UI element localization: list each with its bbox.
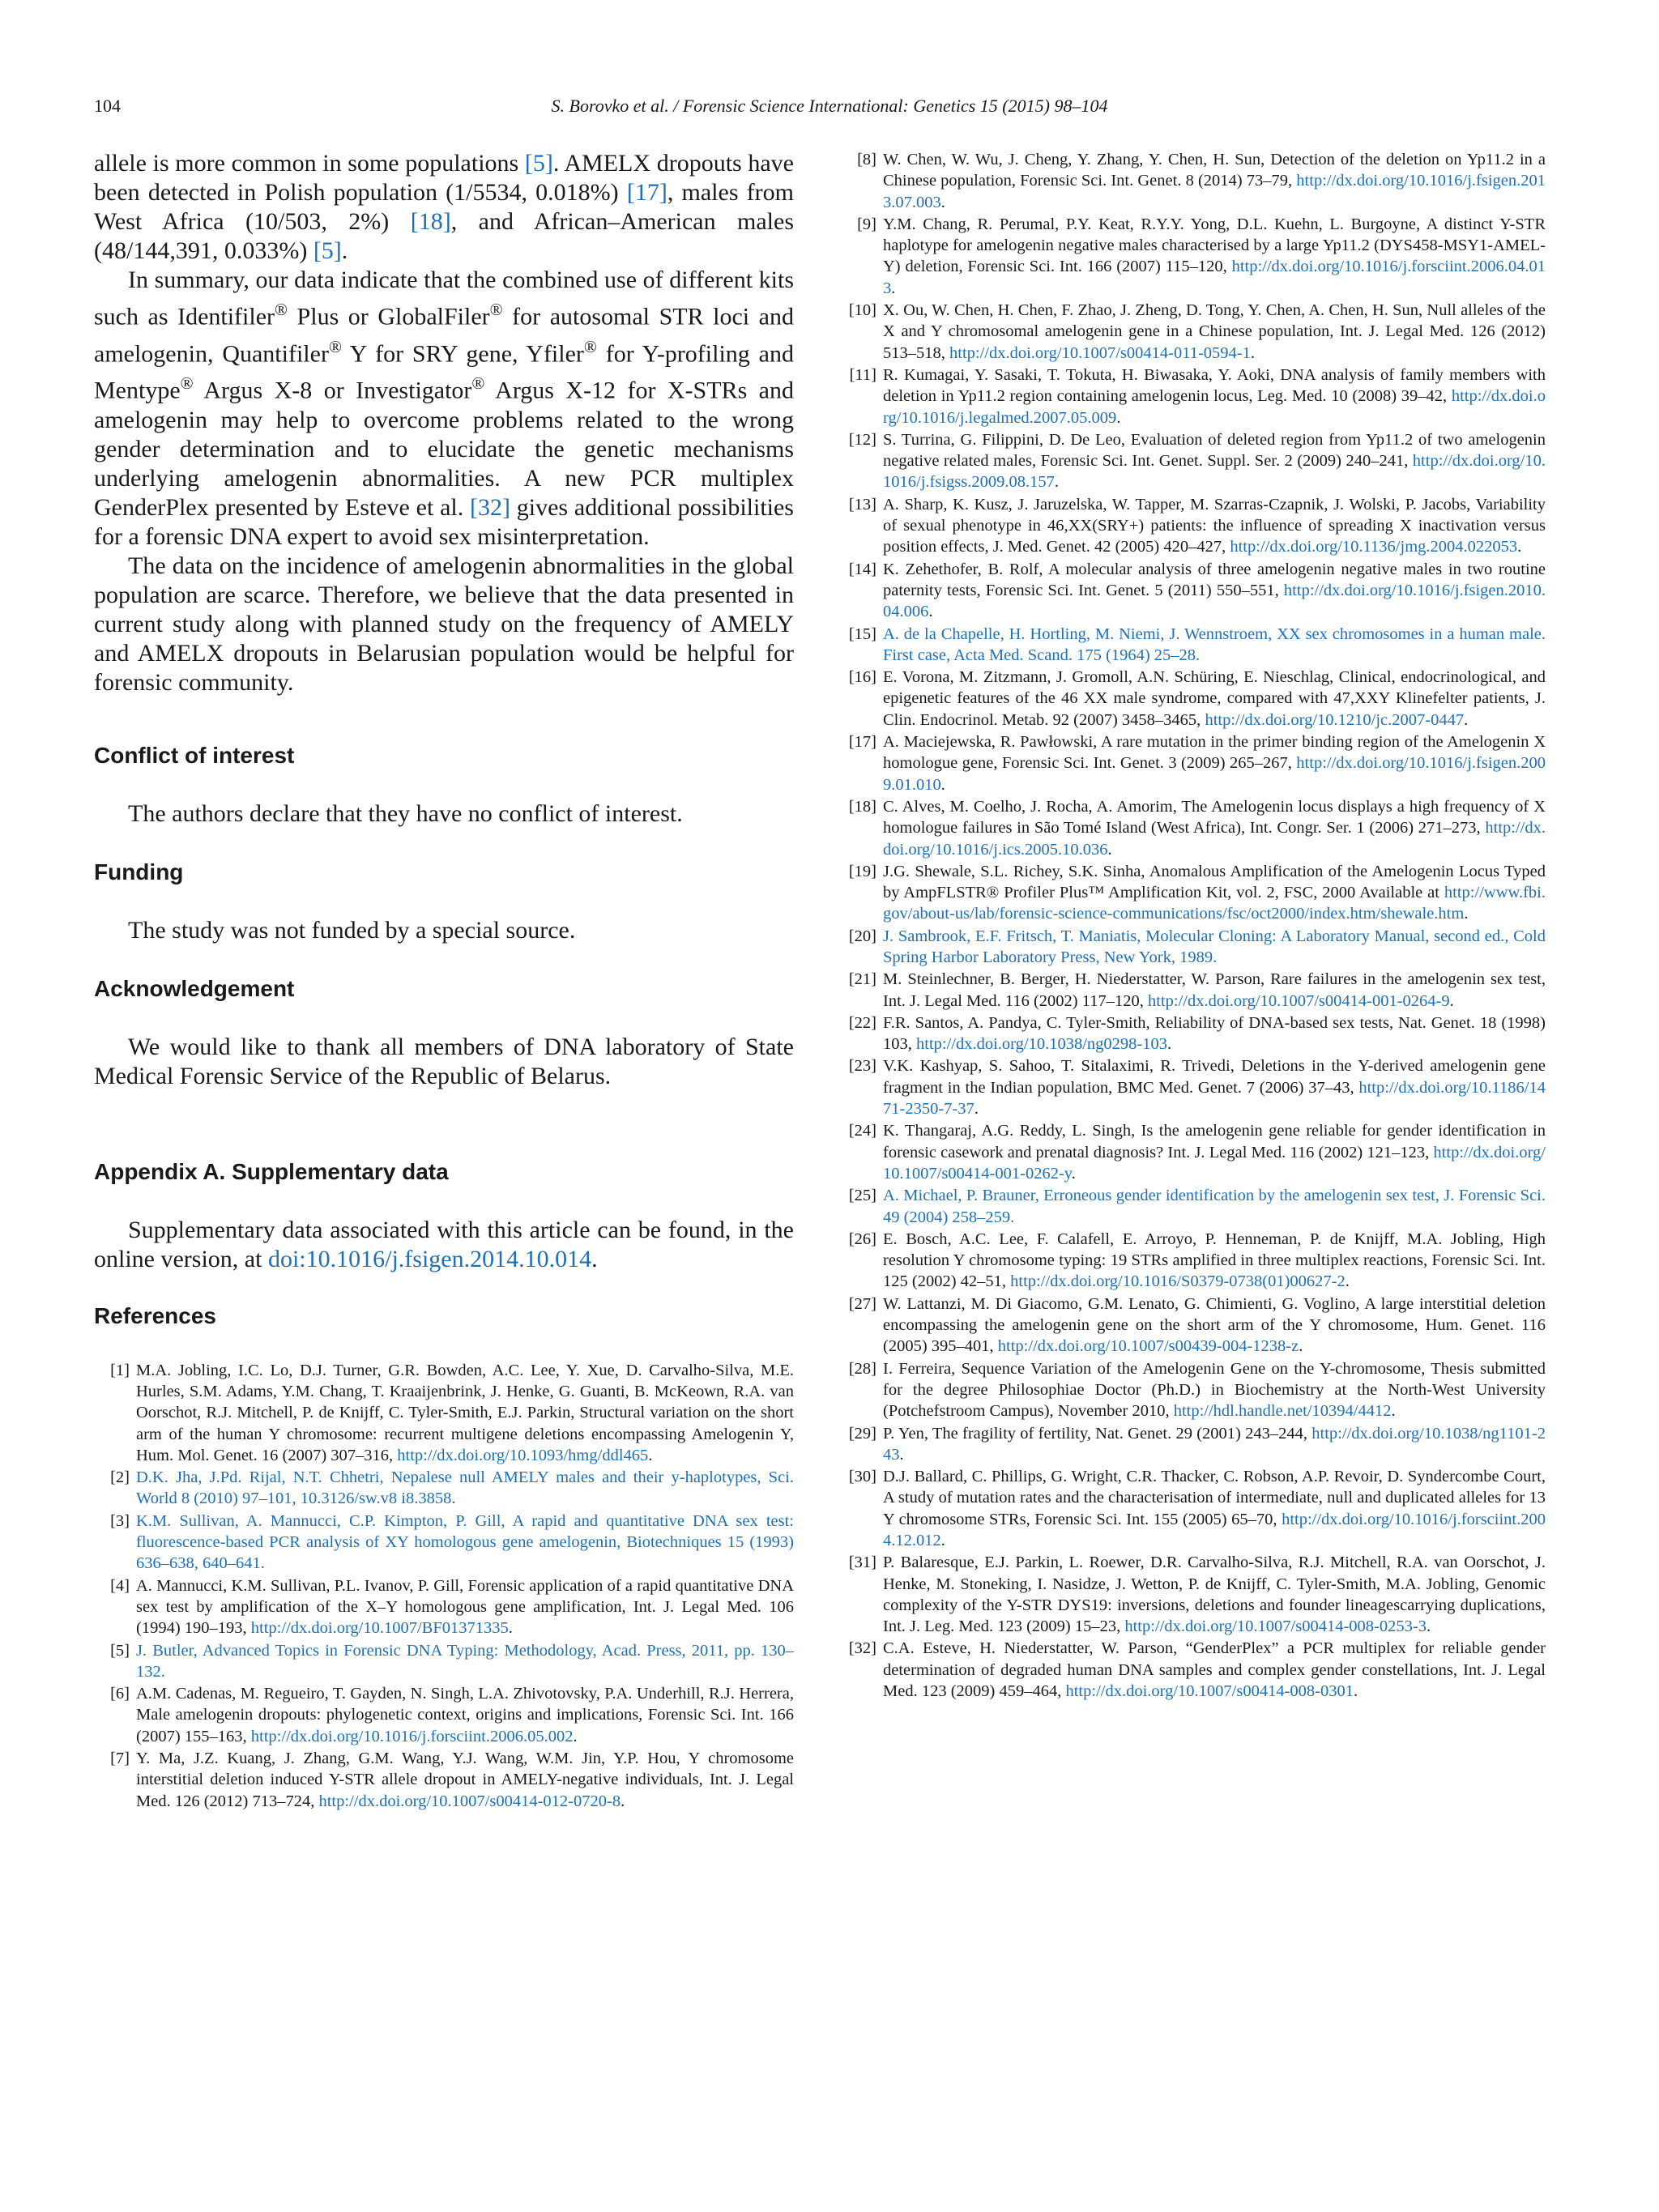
doi-link[interactable]: http://dx.doi.org/10.1007/s00414-001-0264-9 xyxy=(1148,991,1450,1010)
reference-text xyxy=(883,1552,1546,1637)
reference-number: [22] xyxy=(848,1013,876,1032)
reference-text xyxy=(136,1748,794,1812)
reference-citation: A. Mannucci, K.M. Sullivan, P.L. Ivanov, P. Gill, Forensic application of a rapid quantitative DNA sex test by amplification of the X–Y homologous gene amplification, Int. J. Legal Med. 106 (1994) 190–193, xyxy=(136,1576,794,1638)
reference-number: [23] xyxy=(848,1057,876,1076)
reference-text xyxy=(883,214,1546,299)
reference-item xyxy=(841,1120,1546,1184)
appendix-text: Supplementary data associated with this article can be found, in the online version, at doi:10.1016/j.fsigen.2014.10.014. xyxy=(94,1216,794,1272)
reference-citation: J.G. Shewale, S.L. Richey, S.K. Sinha, Anomalous Amplification of the Amelogenin Locus Typed by AmpFLSTR® Profiler Plus™ Amplification Kit, vol. 2, FSC, 2000 Available at xyxy=(883,862,1546,902)
reference-text xyxy=(883,300,1546,364)
reference-end: . xyxy=(940,193,945,211)
journal-citation: S. Borovko et al. / Forensic Science International: Genetics 15 (2015) 98–104 xyxy=(551,96,1108,116)
reference-number: [29] xyxy=(848,1424,876,1443)
reference-end: . xyxy=(1517,538,1522,556)
reference-citation: C. Alves, M. Coelho, J. Rocha, A. Amorim, The Amelogenin locus displays a high frequency of X homologue failures in São Tomé Island (West Africa), Int. Congr. Ser. 1 (2006) 271–273, xyxy=(883,797,1546,837)
citation-link[interactable]: [18] xyxy=(410,208,451,235)
reference-citation: X. Ou, W. Chen, H. Chen, F. Zhao, J. Zheng, D. Tong, Y. Chen, A. Chen, H. Sun, Null alleles of the X and Y chromosomal amelogenin gene in a Chinese population, Int. J. Legal Med. 126 (2012) 513–518, xyxy=(883,301,1546,362)
registered-mark: ® xyxy=(180,373,194,394)
reference-text xyxy=(883,494,1546,558)
reference-text xyxy=(883,1466,1546,1551)
citation-link[interactable]: [5] xyxy=(524,150,553,177)
reference-end: . xyxy=(891,279,896,297)
citation-link[interactable]: [5] xyxy=(313,237,342,264)
reference-end: . xyxy=(1464,905,1469,923)
reference-text[interactable] xyxy=(136,1467,794,1510)
acknowledgement-heading: Acknowledgement xyxy=(94,975,295,1001)
doi-link[interactable]: http://dx.doi.org/10.1093/hmg/ddl465 xyxy=(397,1446,649,1464)
reference-citation: K. Zehethofer, B. Rolf, A molecular analysis of three amelogenin negative males in two routine paternity tests, Forensic Sci. Int. Genet. 5 (2011) 550–551, xyxy=(883,560,1546,599)
reference-citation: C.A. Esteve, H. Niederstatter, W. Parson, “GenderPlex” a PCR multiplex for reliable gender determination of degraded human DNA samples and complex gender constellations, Int. J. Legal Med. 123 (2009) 459–464, xyxy=(883,1639,1546,1701)
reference-item xyxy=(841,300,1546,364)
doi-link[interactable]: http://dx.doi.org/10.1016/j.fsigss.2009.08.157 xyxy=(883,452,1546,492)
reference-text[interactable] xyxy=(136,1640,794,1683)
registered-mark: ® xyxy=(471,373,485,394)
reference-end: . xyxy=(1391,1402,1396,1421)
reference-number: [11] xyxy=(849,365,876,384)
reference-text xyxy=(883,149,1546,213)
reference-citation: M. Steinlechner, B. Berger, H. Niederstatter, W. Parson, Rare failures in the amelogenin sex test, Int. J. Legal Med. 116 (2002) 117–120, xyxy=(883,970,1546,1010)
paragraph-allele: allele is more common in some populations [5]. AMELX dropouts have been detected in Polish population (1/5534, 0.018%) [17], males from West Africa (10/503, 2%) [18], and African–American males (48/144,391, 0.033%) [5]. xyxy=(94,150,795,264)
references-heading: References xyxy=(94,1302,216,1328)
reference-citation: M.A. Jobling, I.C. Lo, D.J. Turner, G.R. Bowden, A.C. Lee, Y. Xue, D. Carvalho-Silva, M.E. Hurles, S.M. Adams, Y.M. Chang, T. Kraaijenbrink, J. Henke, G. Guanti, B. McKeown, R.A. van Oorschot, R.J. Mitchell, P. de Knijff, C. Tyler-Smith, E.J. Parkin, Structural variation on the short arm of the human Y chromosome: recurrent multigene deletions encompassing Amelogenin Y, Hum. Mol. Genet. 16 (2007) 307–316, xyxy=(136,1361,794,1464)
doi-link[interactable]: http://dx.doi.org/10.1016/S0379-0738(01)00627-2 xyxy=(1010,1272,1346,1291)
reference-item xyxy=(94,1511,794,1575)
doi-link[interactable]: http://dx.doi.org/10.1016/j.forsciint.2006.05.002 xyxy=(250,1727,574,1745)
reference-number: [16] xyxy=(848,668,876,687)
reference-text xyxy=(136,1683,794,1747)
reference-item xyxy=(94,1748,794,1812)
reference-number: [18] xyxy=(848,797,876,816)
reference-number: [7] xyxy=(110,1749,130,1767)
registered-mark: ® xyxy=(275,300,288,319)
doi-link[interactable]: http://dx.doi.org/10.1016/j.ics.2005.10.036 xyxy=(883,819,1546,859)
reference-item xyxy=(841,494,1546,558)
reference-number: [6] xyxy=(110,1685,130,1703)
reference-number: [12] xyxy=(848,430,876,449)
reference-number: [26] xyxy=(848,1230,876,1248)
reference-item xyxy=(841,1012,1546,1055)
reference-item xyxy=(841,1638,1546,1702)
reference-end: . xyxy=(1426,1617,1431,1636)
reference-number: [9] xyxy=(857,215,876,233)
reference-number: [25] xyxy=(848,1187,876,1205)
doi-link[interactable]: http://dx.doi.org/10.1038/ng1101-243 xyxy=(883,1424,1546,1464)
reference-item xyxy=(94,1467,794,1510)
references-list-left xyxy=(94,1360,794,1812)
reference-end: . xyxy=(940,775,945,794)
reference-citation: A. Maciejewska, R. Pawłowski, A rare mutation in the primer binding region of the Amelogenin X homologue gene, Forensic Sci. Int. Genet. 3 (2009) 265–267, xyxy=(883,733,1546,773)
reference-number: [5] xyxy=(110,1641,130,1660)
doi-link[interactable]: http://dx.doi.org/10.1007/s00414-008-0301 xyxy=(1065,1682,1354,1701)
reference-text[interactable] xyxy=(883,1185,1546,1228)
reference-citation: I. Ferreira, Sequence Variation of the Amelogenin Gene on the Y-chromosome, Thesis submitted for the degree Philosophiae Doctor (Ph.D.) in Biochemistry at the North-West University (Potchefstroom Campus), November 2010, xyxy=(883,1359,1546,1421)
funding-text: The study was not funded by a special source. xyxy=(128,916,576,944)
reference-citation: A. Sharp, K. Kusz, J. Jaruzelska, W. Tapper, M. Szarras-Czapnik, J. Wolski, P. Jacobs, Variability of sexual phenotype in 46,XX(SRY+) patients: the influence of spreading X inactivation versus position effects, J. Med. Genet. 42 (2005) 420–427, xyxy=(883,495,1546,556)
reference-item xyxy=(841,667,1546,731)
reference-number: [4] xyxy=(110,1576,130,1595)
reference-end: . xyxy=(1345,1272,1350,1291)
reference-citation: Y.M. Chang, R. Perumal, P.Y. Keat, R.Y.Y. Yong, D.L. Kuehn, L. Burgoyne, A distinct Y-STR haplotype for amelogenin negative males characterised by a large Yp11.2 (DYS458-MSY1-AMEL-Y) deletion, Forensic Sci. Int. 166 (2007) 115–120, xyxy=(883,215,1546,276)
reference-number: [3] xyxy=(110,1511,130,1530)
reference-end: . xyxy=(1054,473,1059,492)
reference-citation: Y. Ma, J.Z. Kuang, J. Zhang, G.M. Wang, Y.J. Wang, W.M. Jin, Y.P. Hou, Y chromosome interstitial deletion induced Y-STR allele dropout in AMELY-negative individuals, Int. J. Legal Med. 126 (2012) 713–724, xyxy=(136,1749,794,1810)
reference-text[interactable] xyxy=(136,1511,794,1575)
doi-link[interactable]: http://hdl.handle.net/10394/4412 xyxy=(1173,1402,1392,1421)
reference-item xyxy=(841,624,1546,667)
reference-end: . xyxy=(621,1792,625,1810)
reference-text xyxy=(136,1360,794,1466)
reference-citation: E. Vorona, M. Zitzmann, J. Gromoll, A.N. Schüring, E. Nieschlag, Clinical, endocrinological, and epigenetic features of the 46 XX male syndrome, compared with 47,XXY Klinefelter patients, J. Clin. Endocrinol. Metab. 92 (2007) 3458–3465, xyxy=(883,668,1546,729)
reference-number: [31] xyxy=(848,1554,876,1572)
reference-text xyxy=(883,1229,1546,1293)
reference-end: . xyxy=(1464,710,1469,729)
reference-citation: J. Butler, Advanced Topics in Forensic DNA Typing: Methodology, Acad. Press, 2011, pp. 130–132. xyxy=(136,1641,794,1681)
reference-text xyxy=(883,1423,1546,1466)
reference-item xyxy=(841,1358,1546,1422)
paragraph-incidence: The data on the incidence of amelogenin abnormalities in the global population are scarce. Therefore, we believe that the data presented in current study along with planned study on the frequency of AMELY and AMELX dropouts in Belarusian population would be helpful for forensic community. xyxy=(94,552,794,696)
reference-text xyxy=(136,1575,794,1639)
funding-heading: Funding xyxy=(94,859,184,884)
reference-text xyxy=(883,731,1546,795)
reference-text xyxy=(883,861,1546,925)
conflict-heading: Conflict of interest xyxy=(94,742,295,768)
reference-number: [21] xyxy=(848,970,876,989)
doi-link[interactable]: http://dx.doi.org/10.1007/s00414-011-0594-1 xyxy=(949,343,1251,362)
references-list-right xyxy=(841,149,1546,1702)
reference-item xyxy=(841,1185,1546,1228)
reference-number: [27] xyxy=(848,1294,876,1313)
reference-item xyxy=(94,1683,794,1747)
reference-item xyxy=(841,969,1546,1012)
doi-link[interactable]: http://dx.doi.org/10.1136/jmg.2004.022053 xyxy=(1230,538,1518,556)
page-number: 104 xyxy=(94,96,121,116)
reference-end: . xyxy=(1449,991,1454,1010)
doi-link[interactable]: http://dx.doi.org/10.1016/j.legalmed.2007.05.009 xyxy=(883,387,1546,427)
reference-number: [8] xyxy=(857,151,876,168)
reference-text xyxy=(883,1358,1546,1422)
right-column xyxy=(841,149,1546,1703)
paragraph-summary: In summary, our data indicate that the combined use of different kits such as Identifiler® Plus or GlobalFiler® for autosomal STR loci and amelogenin, Quantifiler® Y for SRY gene, Yfiler® for Y-profiling and Mentype® Argus X-8 or Investigator® Argus X-12 for X-STRs and amelogenin may help to overcome problems related to the wrong gender determination and to elucidate the genetic mechanisms underlying amelogenin abnormalities. A new PCR multiplex GenderPlex presented by Esteve et al. [32] gives additional possibilities for a forensic DNA expert to avoid sex misinterpretation. xyxy=(94,266,794,550)
reference-item xyxy=(841,1055,1546,1119)
reference-item xyxy=(841,1294,1546,1357)
reference-citation: W. Chen, W. Wu, J. Cheng, Y. Zhang, Y. Chen, H. Sun, Detection of the deletion on Yp11.2 in a Chinese population, Forensic Sci. Int. Genet. 8 (2014) 73–79, xyxy=(883,151,1546,190)
reference-text xyxy=(883,559,1546,623)
reference-item xyxy=(841,429,1546,493)
reference-text xyxy=(883,429,1546,493)
registered-mark: ® xyxy=(328,336,342,356)
reference-end: . xyxy=(940,1532,945,1549)
reference-text xyxy=(883,1012,1546,1055)
reference-number: [1] xyxy=(110,1361,130,1379)
reference-end: . xyxy=(508,1619,513,1638)
reference-number: [30] xyxy=(848,1468,876,1486)
reference-citation: K. Thangaraj, A.G. Reddy, L. Singh, Is the amelogenin gene reliable for gender identification in forensic casework and prenatal diagnosis? Int. J. Legal Med. 116 (2002) 121–123, xyxy=(883,1122,1546,1161)
citation-link[interactable]: [17] xyxy=(626,179,667,206)
reference-item xyxy=(841,861,1546,925)
reference-end: . xyxy=(928,603,933,621)
reference-item xyxy=(94,1640,794,1683)
reference-number: [19] xyxy=(848,862,876,880)
reference-item xyxy=(841,214,1546,299)
reference-number: [15] xyxy=(848,624,876,643)
doi-link[interactable]: http://dx.doi.org/10.1007/s00414-008-0253-3 xyxy=(1124,1617,1427,1636)
doi-link[interactable]: http://dx.doi.org/10.1210/jc.2007-0447 xyxy=(1205,710,1465,729)
reference-item xyxy=(841,926,1546,969)
doi-link[interactable]: http://dx.doi.org/10.1016/j.fsigen.2013.07.003 xyxy=(883,172,1546,211)
reference-end: . xyxy=(1250,343,1255,362)
reference-citation: S. Turrina, G. Filippini, D. De Leo, Evaluation of deleted region from Yp11.2 of two amelogenin negative related males, Forensic Sci. Int. Genet. Suppl. Ser. 2 (2009) 240–241, xyxy=(883,430,1546,471)
reference-number: [13] xyxy=(848,495,876,514)
reference-item xyxy=(841,1466,1546,1551)
reference-number: [2] xyxy=(110,1468,130,1487)
reference-citation: A.M. Cadenas, M. Regueiro, T. Gayden, N. Singh, L.A. Zhivotovsky, P.A. Underhill, R.J. Herrera, Male amelogenin dropouts: phylogenetic context, origins and implications, Forensic Sci. Int. 166 (2007) 155–163, xyxy=(136,1685,794,1745)
reference-citation: P. Yen, The fragility of fertility, Nat. Genet. 29 (2001) 243–244, xyxy=(883,1424,1312,1443)
registered-mark: ® xyxy=(489,300,503,319)
reference-end: . xyxy=(974,1100,979,1119)
running-header xyxy=(94,96,1565,125)
reference-end: . xyxy=(648,1446,653,1464)
acknowledgement-text: We would like to thank all members of DNA laboratory of State Medical Forensic Service of the Republic of Belarus. xyxy=(94,1033,794,1089)
reference-citation: F.R. Santos, A. Pandya, C. Tyler-Smith, Reliability of DNA-based sex tests, Nat. Genet. 18 (1998) 103, xyxy=(883,1013,1546,1054)
doi-link[interactable]: http://dx.doi.org/10.1016/j.fsigen.2009.01.010 xyxy=(883,754,1546,794)
reference-text xyxy=(883,1055,1546,1119)
reference-item xyxy=(841,149,1546,213)
reference-item xyxy=(94,1575,794,1639)
reference-end: . xyxy=(1299,1337,1303,1356)
reference-end: . xyxy=(1354,1682,1358,1701)
reference-citation: P. Balaresque, E.J. Parkin, L. Roewer, D.R. Carvalho-Silva, R.J. Mitchell, R.A. van Oorschot, J. Henke, M. Stoneking, I. Nasidze, J. Wetton, P. de Knijff, C. Tyler-Smith, M.A. Jobling, Genomic complexity of the Y-STR DYS19: inversions, deletions and founder lineagescarrying duplications, Int. J. Leg. Med. 123 (2009) 15–23, xyxy=(883,1554,1546,1636)
doi-link[interactable]: http://dx.doi.org/10.1007/BF01371335 xyxy=(250,1619,509,1638)
doi-link[interactable]: http://dx.doi.org/10.1007/s00414-001-0262-y xyxy=(883,1143,1546,1183)
reference-number: [24] xyxy=(848,1122,876,1140)
reference-citation: W. Lattanzi, M. Di Giacomo, G.M. Lenato, G. Chimienti, G. Voglino, A large interstitial deletion encompassing the amelogenin gene on the short arm of the Y chromosome, Hum. Genet. 116 (2005) 395–401, xyxy=(883,1294,1546,1356)
doi-link[interactable]: http://dx.doi.org/10.1007/s00439-004-1238-z xyxy=(997,1337,1299,1356)
reference-item xyxy=(841,364,1546,428)
reference-citation: D.J. Ballard, C. Phillips, G. Wright, C.R. Thacker, C. Robson, A.P. Revoir, D. Syndercombe Court, A study of mutation rates and the characterisation of intermediate, null and duplicated alleles for 13 Y chromosome STRs, Forensic Sci. Int. 155 (2005) 65–70, xyxy=(883,1468,1546,1528)
reference-text xyxy=(883,1638,1546,1702)
reference-end: . xyxy=(1166,1035,1172,1054)
reference-text xyxy=(883,1120,1546,1184)
reference-citation: V.K. Kashyap, S. Sahoo, T. Sitalaximi, R. Trivedi, Deletions in the Y-derived amelogenin gene fragment in the Indian population, BMC Med. Genet. 7 (2006) 37–43, xyxy=(883,1057,1546,1097)
reference-number: [14] xyxy=(848,560,876,578)
reference-end: . xyxy=(1107,840,1112,859)
doi-link[interactable]: http://www.fbi.gov/about-us/lab/forensic-science-communications/fsc/oct2000/index.htm/shewale.htm xyxy=(883,884,1546,923)
reference-item xyxy=(841,1423,1546,1466)
reference-item xyxy=(841,559,1546,623)
reference-text xyxy=(883,1294,1546,1357)
reference-citation: K.M. Sullivan, A. Mannucci, C.P. Kimpton, P. Gill, A rapid and quantitative DNA sex test: fluorescence-based PCR analysis of XY homologous gene amelogenin, Biotechniques 15 (1993) 636–638, 640–641. xyxy=(136,1511,794,1573)
citation-link[interactable]: [32] xyxy=(470,493,510,521)
reference-number: [28] xyxy=(848,1359,876,1378)
left-column xyxy=(94,149,794,1813)
reference-citation: J. Sambrook, E.F. Fritsch, T. Maniatis, Molecular Cloning: A Laboratory Manual, second ed., Cold Spring Harbor Laboratory Press, New York, 1989. xyxy=(883,927,1546,966)
reference-end: . xyxy=(573,1727,578,1745)
reference-item xyxy=(841,796,1546,860)
reference-item xyxy=(841,731,1546,795)
reference-citation: D.K. Jha, J.Pd. Rijal, N.T. Chhetri, Nepalese null AMELY males and their y-haplotypes, Sci. World 8 (2010) 97–101, 10.3126/sw.v8 i8.3858. xyxy=(136,1468,794,1508)
reference-citation: A. de la Chapelle, H. Hortling, M. Niemi, J. Wennstroem, XX sex chromosomes in a human male. First case, Acta Med. Scand. 175 (1964) 25–28. xyxy=(883,624,1546,664)
reference-number: [10] xyxy=(848,301,876,320)
reference-citation: A. Michael, P. Brauner, Erroneous gender identification by the amelogenin sex test, J. Forensic Sci. 49 (2004) 258–259. xyxy=(883,1187,1546,1226)
reference-number: [17] xyxy=(848,733,876,752)
reference-text xyxy=(883,364,1546,428)
reference-end: . xyxy=(899,1445,904,1464)
appendix-heading: Appendix A. Supplementary data xyxy=(94,1158,449,1184)
reference-item xyxy=(841,1229,1546,1293)
doi-link[interactable]: http://dx.doi.org/10.1038/ng0298-103 xyxy=(916,1035,1167,1054)
reference-number: [20] xyxy=(848,927,876,945)
reference-end: . xyxy=(1071,1164,1076,1183)
doi-link[interactable]: http://dx.doi.org/10.1016/j.forsciint.2006.04.013 xyxy=(883,258,1546,297)
doi-link[interactable]: http://dx.doi.org/10.1016/j.forsciint.2004.12.012 xyxy=(883,1510,1546,1549)
reference-end: . xyxy=(1116,408,1121,427)
reference-text xyxy=(883,667,1546,731)
reference-text xyxy=(883,796,1546,860)
reference-text[interactable] xyxy=(883,624,1546,667)
doi-link[interactable]: http://dx.doi.org/10.1186/1471-2350-7-37 xyxy=(883,1078,1546,1119)
supplementary-doi-link[interactable]: doi:10.1016/j.fsigen.2014.10.014 xyxy=(267,1245,592,1272)
reference-citation: E. Bosch, A.C. Lee, F. Calafell, E. Arroyo, P. Henneman, P. de Knijff, M.A. Jobling, High resolution Y chromosome typing: 19 STRs amplified in three multiplex reactions, Forensic Sci. Int. 125 (2002) 42–51, xyxy=(883,1230,1546,1291)
doi-link[interactable]: http://dx.doi.org/10.1007/s00414-012-0720-8 xyxy=(318,1792,621,1810)
reference-text xyxy=(883,969,1546,1012)
doi-link[interactable]: http://dx.doi.org/10.1016/j.fsigen.2010.04.006 xyxy=(883,581,1546,621)
conflict-text: The authors declare that they have no conflict of interest. xyxy=(128,799,683,827)
reference-item xyxy=(94,1360,794,1466)
reference-text[interactable] xyxy=(883,926,1546,969)
registered-mark: ® xyxy=(583,336,597,356)
reference-number: [32] xyxy=(848,1639,876,1658)
reference-item xyxy=(841,1552,1546,1637)
reference-citation: R. Kumagai, Y. Sasaki, T. Tokuta, H. Biwasaka, Y. Aoki, DNA analysis of family members with deletion in Yp11.2 region containing amelogenin locus, Leg. Med. 10 (2008) 39–42, xyxy=(883,365,1546,406)
